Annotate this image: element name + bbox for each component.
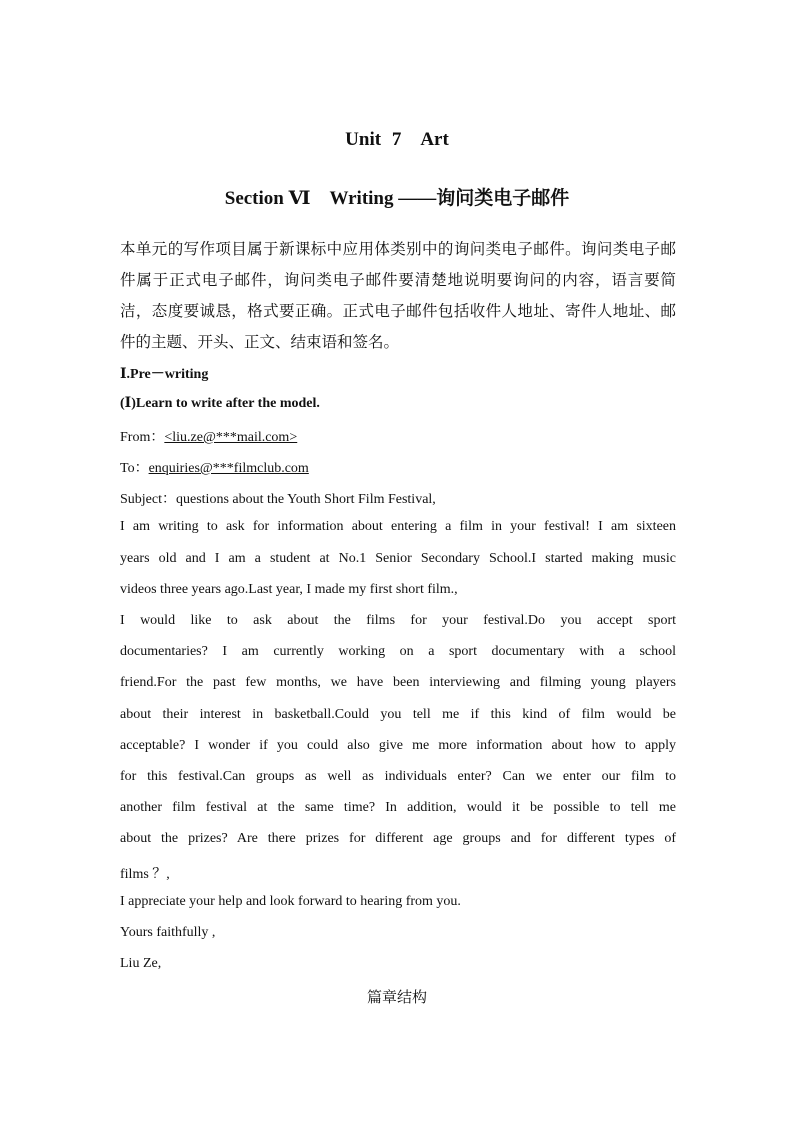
email-body-line: about the prizes? Are there prizes for different age groups and for different types of: [120, 831, 676, 846]
structure-heading: 篇章结构: [366, 988, 427, 1006]
email-body-line: I am writing to ask for information about entering a film in your festival! I am sixteen: [120, 519, 676, 534]
email-signoff: Yours faithfully ,: [120, 925, 216, 940]
section-title: Section Ⅵ Writing ——询问类电子邮件: [224, 188, 570, 209]
intro-paragraph: 本单元的写作项目属于新课标中应用体类别中的询问类电子邮件。询问类电子邮件属于正式电子邮件，询问类电子邮件要清楚地说明要询问的内容，语言要简洁，态度要诚恳，格式要正确。正式电子邮件包括收件人地址、寄件人地址、邮件的主题、开头、正文、结束语和签名。: [120, 240, 676, 351]
subject-label: Subject：: [120, 492, 176, 507]
email-body-line: videos three years ago.Last year, I made my first short film.,: [120, 582, 458, 597]
email-body-line: about their interest in basketball.Could you tell me if this kind of film would be: [120, 707, 676, 722]
email-body-line: years old and I am a student at No.1 Senior Secondary School.I started making music: [120, 551, 676, 566]
email-to-line: [120, 457, 676, 477]
from-address: <liu.ze@***mail.com>: [164, 430, 298, 445]
email-body-line: another film festival at the same time? In addition, would it be possible to tell me: [120, 800, 676, 815]
email-body-line: for this festival.Can groups as well as individuals enter? Can we enter our film to: [120, 769, 676, 784]
to-label: To：: [120, 461, 149, 476]
email-body-line: friend.For the past few months, we have been interviewing and filming young players: [120, 675, 676, 690]
email-from-line: [120, 426, 676, 446]
email-body-line: documentaries? I am currently working on a sport documentary with a school: [120, 644, 676, 659]
email-body-line: acceptable? I wonder if you could also give me more information about how to apply: [120, 738, 676, 753]
part-heading: Ⅰ.Pre－writing: [120, 367, 209, 382]
email-subject-line: [120, 488, 676, 508]
email-signature: Liu Ze,: [120, 956, 162, 971]
subject-value: questions about the Youth Short Film Festival,: [176, 492, 436, 507]
email-body-line: films ？,: [120, 867, 170, 882]
unit-title: Unit 7 Art: [345, 129, 449, 150]
from-label: From：: [120, 430, 165, 445]
part-subheading: (Ⅰ)Learn to write after the model.: [120, 396, 320, 411]
email-closing-line: I appreciate your help and look forward to hearing from you.: [120, 894, 461, 909]
email-body-line: I would like to ask about the films for your festival.Do you accept sport: [120, 613, 676, 628]
to-address: enquiries@***filmclub.com: [148, 461, 309, 476]
